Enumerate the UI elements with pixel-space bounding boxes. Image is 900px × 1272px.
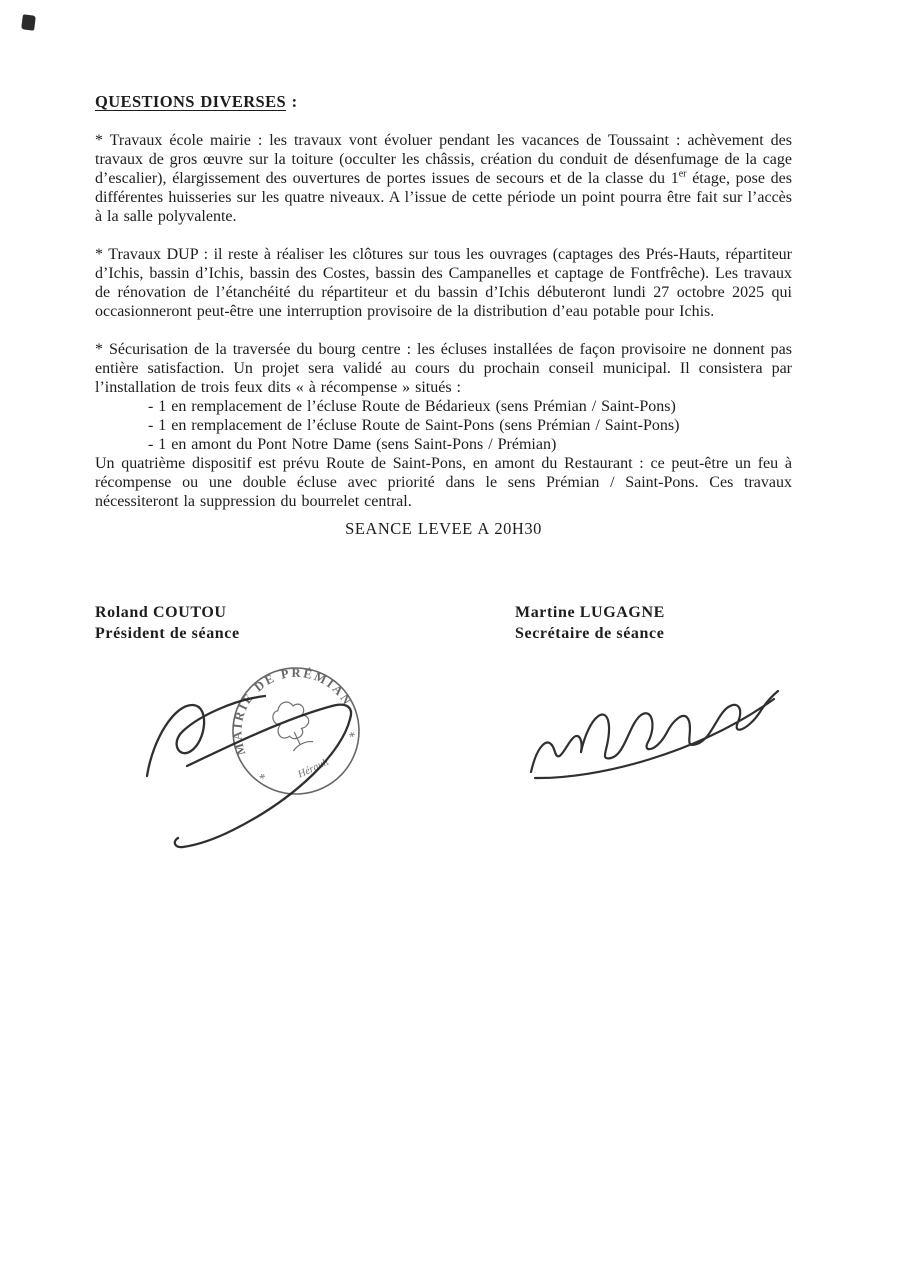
- closing-line: SEANCE LEVEE A 20H30: [345, 519, 542, 538]
- signature-stroke: [535, 699, 774, 778]
- signature-block-secretary: [515, 602, 665, 644]
- scan-artifact-mark: [21, 14, 36, 30]
- secretary-name: Martine LUGAGNE: [515, 604, 665, 621]
- stamp-star-right: *: [346, 727, 359, 745]
- section-heading-colon: :: [286, 92, 298, 111]
- list-item: - 1 en remplacement de l’écluse Route de Bédarieux (sens Prémian / Saint-Pons): [148, 398, 676, 415]
- secretary-signature-area: [515, 660, 795, 785]
- list-item: - 1 en remplacement de l’écluse Route de Saint-Pons (sens Prémian / Saint-Pons): [148, 417, 680, 434]
- secretary-signature: [531, 691, 778, 778]
- president-signature-area: [135, 648, 395, 863]
- paragraph-text: étage, pose des différentes huisseries sur les quatre niveaux. A l’issue de cette période un point pourra être fait sur l’accès à la salle polyvalente.: [95, 170, 792, 225]
- feux-list: [95, 397, 792, 454]
- paragraph-securisation: * Sécurisation de la traversée du bourg centre : les écluses installées de façon provisoire ne donnent pas entière satisfaction. Un projet sera validé au cours du prochain conseil municipal. Il consistera par l’installation de trois feux dits « à récompense » situés :: [95, 341, 792, 396]
- president-role: Président de séance: [95, 625, 240, 642]
- paragraph-travaux-ecole: [95, 131, 792, 226]
- section-heading: [95, 92, 792, 111]
- superscript-er: er: [678, 168, 687, 180]
- section-heading-text: QUESTIONS DIVERSES: [95, 92, 287, 111]
- signature-stroke: [531, 736, 582, 772]
- president-signature: [147, 696, 351, 847]
- president-name: Roland COUTOU: [95, 604, 227, 621]
- stamp-title: MAIRIE DE PRÉMIAN: [230, 665, 356, 757]
- stamp-subtitle: Hérault: [296, 756, 331, 781]
- paragraph-text: * Travaux école mairie : les travaux vont évoluer pendant les vacances de Toussaint : achèvement des travaux de gros œuvre sur la toiture (occulter les châssis, création du conduit de désenfumage de la cage d’escalier), élargissement des ouvertures de portes issues de secours et de la classe du 1: [95, 132, 792, 187]
- list-item: - 1 en amont du Pont Notre Dame (sens Saint-Pons / Prémian): [148, 436, 557, 453]
- paragraph-quatrieme-dispositif: Un quatrième dispositif est prévu Route de Saint-Pons, en amont du Restaurant : ce peut-être un feu à récompense ou une double écluse avec priorité dans le sens Prémian / Saint-Pons. Ces travaux nécessiteront la suppression du bourrelet central.: [95, 455, 792, 510]
- stamp-emblem-base: [286, 726, 313, 751]
- signature-stroke: [187, 705, 351, 766]
- stamp-star-left: *: [256, 769, 270, 787]
- secretary-role: Secrétaire de séance: [515, 625, 665, 642]
- paragraph-travaux-dup: * Travaux DUP : il reste à réaliser les clôtures sur tous les ouvrages (captages des Prés-Hauts, répartiteur d’Ichis, bassin d’Ichis, bassin des Costes, bassin des Campanelles et captage de Fontfrêche). Les travaux de rénovation de l’étanchéité du répartiteur et du bassin d’Ichis débuteront lundi 27 octobre 2025 qui occasionneront peut-être une interruption provisoire de la distribution d’eau potable pour Ichis.: [95, 246, 792, 320]
- document-content: [95, 92, 792, 538]
- signature-block-president: [95, 602, 240, 644]
